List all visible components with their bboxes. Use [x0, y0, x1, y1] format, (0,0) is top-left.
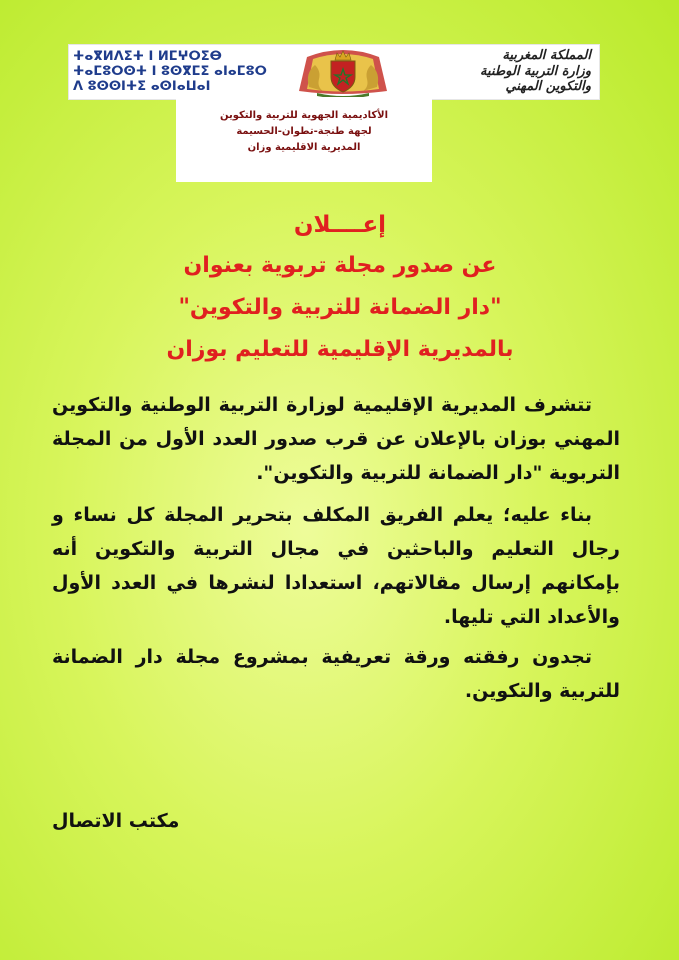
announcement-body: [52, 388, 620, 708]
magazine-name: "دار الضمانة للتربية والتكوين": [178, 295, 502, 320]
academy-header: [176, 98, 432, 182]
body-paragraph: تتشرف المديرية الإقليمية لوزارة التربية الوطنية والتكوين المهني بوزان بالإعلان عن قرب صدور العدد الأول من المجلة التربوية "دار الضمانة للتربية والتكوين".: [52, 394, 620, 484]
tifinagh-ministry-name: [73, 49, 278, 94]
coat-of-arms-icon: [287, 47, 399, 97]
tifinagh-line: ⵜⴰⵎⵓⵔⵙⵜ ⵏ ⵓⵙⴳⵎⵉ ⴰⵏⴰⵎⵓⵔ: [73, 64, 267, 79]
announcement-titles: [40, 205, 640, 371]
ministry-header: [68, 44, 600, 100]
kingdom-ministry-name: [411, 48, 591, 95]
signature: مكتب الاتصال: [52, 810, 180, 832]
announcement-subtitle: عن صدور مجلة تربوية بعنوان: [183, 253, 497, 278]
body-paragraph: بناء عليه؛ يعلم الفريق المكلف بتحرير المجلة كل نساء و رجال التعليم والباحثين في مجال التربية والتكوين أنه بإمكانهم إرسال مقالاتهم، استعدادا لنشرها في العدد الأول والأعداد التي تليها.: [52, 504, 620, 628]
directorate-line: بالمديرية الإقليمية للتعليم بوزان: [166, 337, 514, 362]
tifinagh-line: ⵜⴰⴳⵍⴷⵉⵜ ⵏ ⵍⵎⵖⵔⵉⴱ: [73, 49, 222, 64]
academy-line: المديرية الاقليمية وزان: [247, 142, 361, 153]
kingdom-line: المملكة المغربية: [502, 48, 591, 63]
body-paragraph: تجدون رفقته ورقة تعريفية بمشروع مجلة دار الضمانة للتربية والتكوين.: [52, 646, 620, 702]
announcement-title: إعــــلان: [293, 212, 387, 238]
kingdom-line: وزارة التربية الوطنية: [480, 63, 591, 79]
kingdom-line: والتكوين المهني: [505, 79, 591, 94]
tifinagh-line: ⴷ ⵓⵙⵙⵏⵜⵉ ⴰⵙⵏⴰⵡⴰⵏ: [73, 79, 211, 94]
academy-line: لجهة طنجة-تطوان-الحسيمة: [236, 126, 372, 137]
academy-line: الأكاديمية الجهوية للتربية والتكوين: [219, 110, 389, 121]
